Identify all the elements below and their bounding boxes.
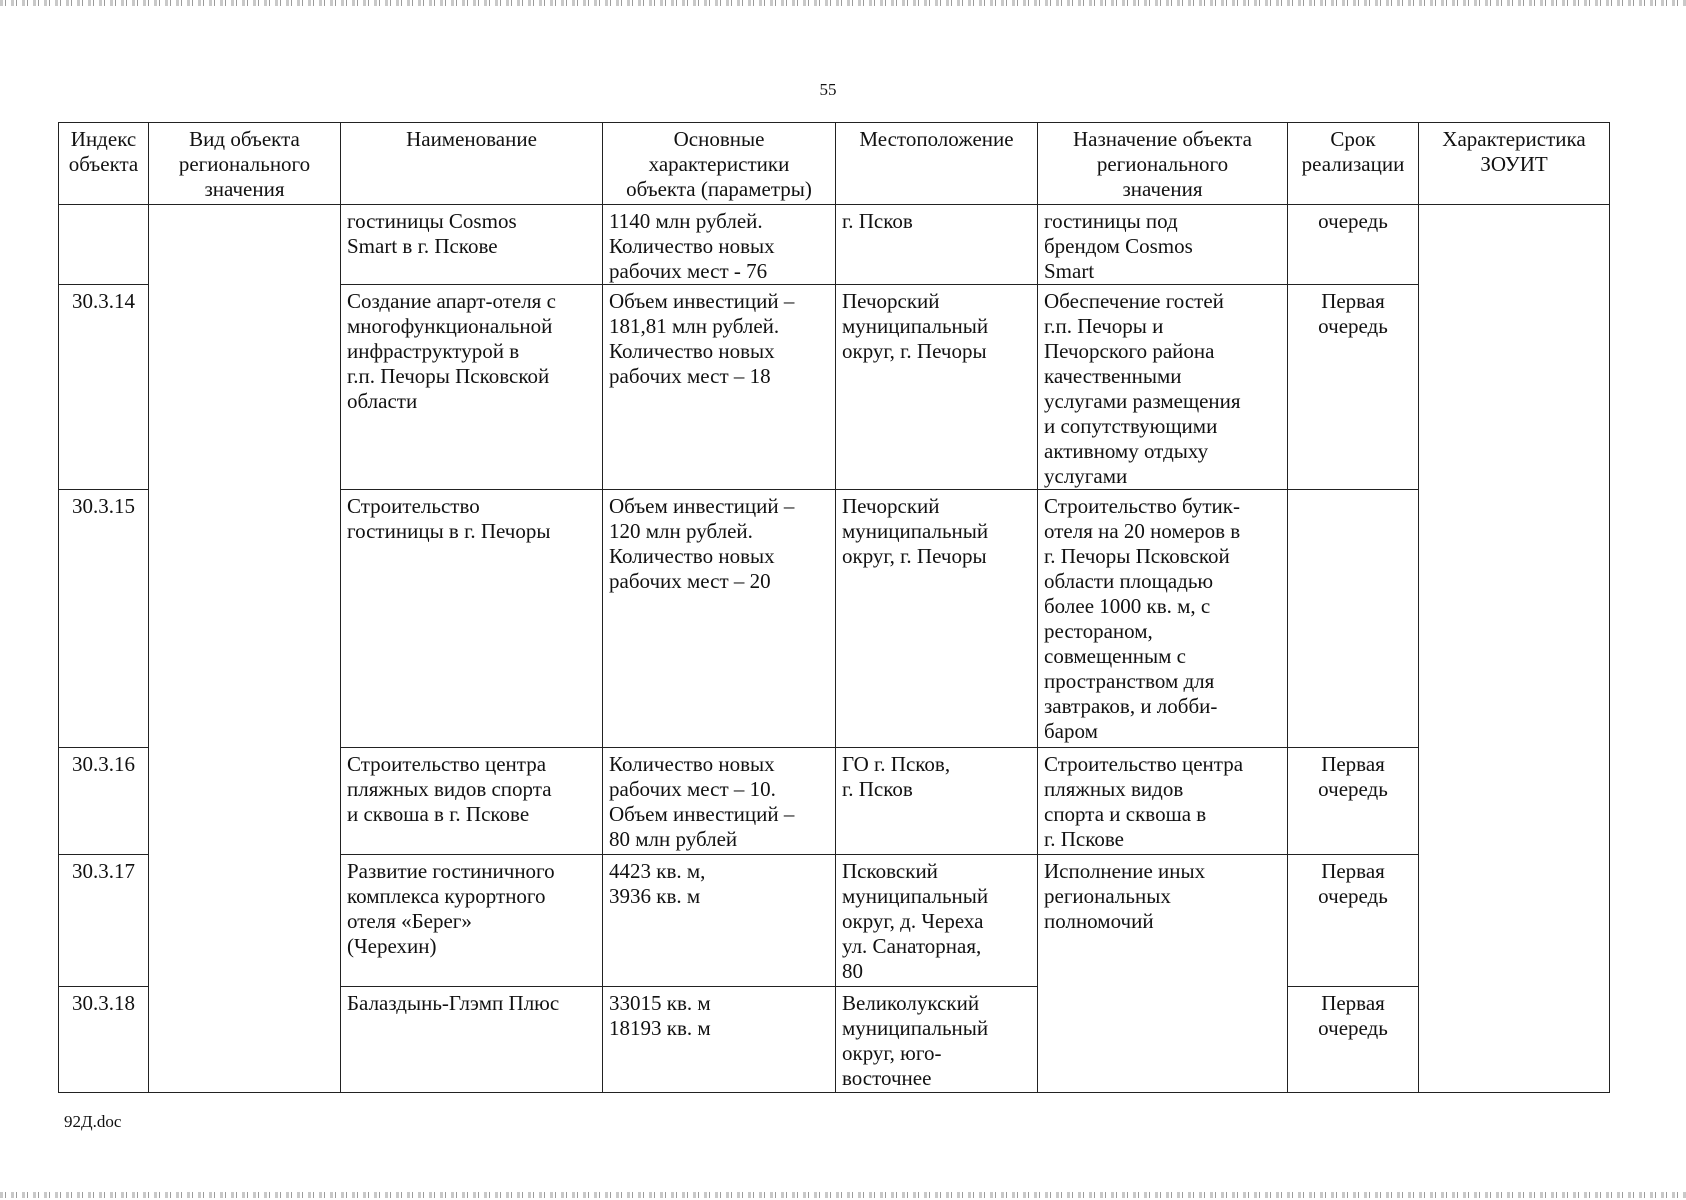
cell-term: Первая очередь bbox=[1288, 748, 1419, 855]
cell-index: 30.3.17 bbox=[59, 855, 149, 987]
cell-object-type-merged bbox=[149, 205, 341, 1093]
regional-objects-table bbox=[58, 122, 1610, 1093]
cell-parameters: Количество новых рабочих мест – 10. Объем инвестиций – 80 млн рублей bbox=[603, 748, 836, 855]
cell-location: г. Псков bbox=[836, 205, 1038, 285]
cell-name: гостиницы Cosmos Smart в г. Пскове bbox=[341, 205, 603, 285]
scan-edge-top bbox=[0, 0, 1686, 6]
cell-purpose: Строительство центра пляжных видов спорта и сквоша в г. Пскове bbox=[1038, 748, 1288, 855]
cell-zouit-merged bbox=[1419, 205, 1610, 1093]
page-number: 55 bbox=[819, 80, 837, 99]
cell-parameters: 33015 кв. м 18193 кв. м bbox=[603, 987, 836, 1093]
col-header-index: Индекс объекта bbox=[59, 123, 149, 205]
table-header-row bbox=[59, 123, 1610, 205]
cell-location: Великолукский муниципальный округ, юго- восточнее bbox=[836, 987, 1038, 1093]
cell-index: 30.3.15 bbox=[59, 490, 149, 748]
cell-parameters: 4423 кв. м, 3936 кв. м bbox=[603, 855, 836, 987]
cell-name: Развитие гостиничного комплекса курортного отеля «Берег» (Черехин) bbox=[341, 855, 603, 987]
col-header-object-type: Вид объекта регионального значения bbox=[149, 123, 341, 205]
cell-name: Строительство центра пляжных видов спорта и сквоша в г. Пскове bbox=[341, 748, 603, 855]
cell-index: 30.3.14 bbox=[59, 285, 149, 490]
col-header-purpose: Назначение объекта регионального значения bbox=[1038, 123, 1288, 205]
cell-purpose: гостиницы под брендом Cosmos Smart bbox=[1038, 205, 1288, 285]
cell-index bbox=[59, 205, 149, 285]
cell-purpose: Строительство бутик- отеля на 20 номеров в г. Печоры Псковской области площадью более 1000 кв. м, с рестораном, совмещенным с пространством для завтраков, и лобби- баром bbox=[1038, 490, 1288, 748]
cell-term: Первая очередь bbox=[1288, 855, 1419, 987]
col-header-parameters: Основные характеристики объекта (параметры) bbox=[603, 123, 836, 205]
document-footer-filename: 92Д.doc bbox=[64, 1112, 122, 1131]
cell-purpose: Исполнение иных региональных полномочий bbox=[1038, 855, 1288, 1093]
cell-location: Печорский муниципальный округ, г. Печоры bbox=[836, 285, 1038, 490]
cell-location: Печорский муниципальный округ, г. Печоры bbox=[836, 490, 1038, 748]
col-header-name: Наименование bbox=[341, 123, 603, 205]
cell-name: Строительство гостиницы в г. Печоры bbox=[341, 490, 603, 748]
col-header-location: Местоположение bbox=[836, 123, 1038, 205]
cell-location: ГО г. Псков, г. Псков bbox=[836, 748, 1038, 855]
cell-location: Псковский муниципальный округ, д. Череха ул. Санаторная, 80 bbox=[836, 855, 1038, 987]
cell-index: 30.3.16 bbox=[59, 748, 149, 855]
cell-name: Создание апарт-отеля с многофункциональной инфраструктурой в г.п. Печоры Псковской области bbox=[341, 285, 603, 490]
cell-term: очередь bbox=[1288, 205, 1419, 285]
cell-term: Первая очередь bbox=[1288, 987, 1419, 1093]
cell-parameters: Объем инвестиций – 120 млн рублей. Количество новых рабочих мест – 20 bbox=[603, 490, 836, 748]
cell-name: Балаздынь-Глэмп Плюс bbox=[341, 987, 603, 1093]
col-header-zouit: Характеристика ЗОУИТ bbox=[1419, 123, 1610, 205]
cell-term: Первая очередь bbox=[1288, 285, 1419, 490]
cell-index: 30.3.18 bbox=[59, 987, 149, 1093]
cell-parameters: 1140 млн рублей. Количество новых рабочих мест - 76 bbox=[603, 205, 836, 285]
scan-edge-bottom bbox=[0, 1192, 1686, 1198]
cell-parameters: Объем инвестиций – 181,81 млн рублей. Количество новых рабочих мест – 18 bbox=[603, 285, 836, 490]
table-row bbox=[59, 205, 1610, 285]
col-header-term: Срок реализации bbox=[1288, 123, 1419, 205]
cell-term bbox=[1288, 490, 1419, 748]
cell-purpose: Обеспечение гостей г.п. Печоры и Печорского района качественными услугами размещения и сопутствующими активному отдыху услугами bbox=[1038, 285, 1288, 490]
